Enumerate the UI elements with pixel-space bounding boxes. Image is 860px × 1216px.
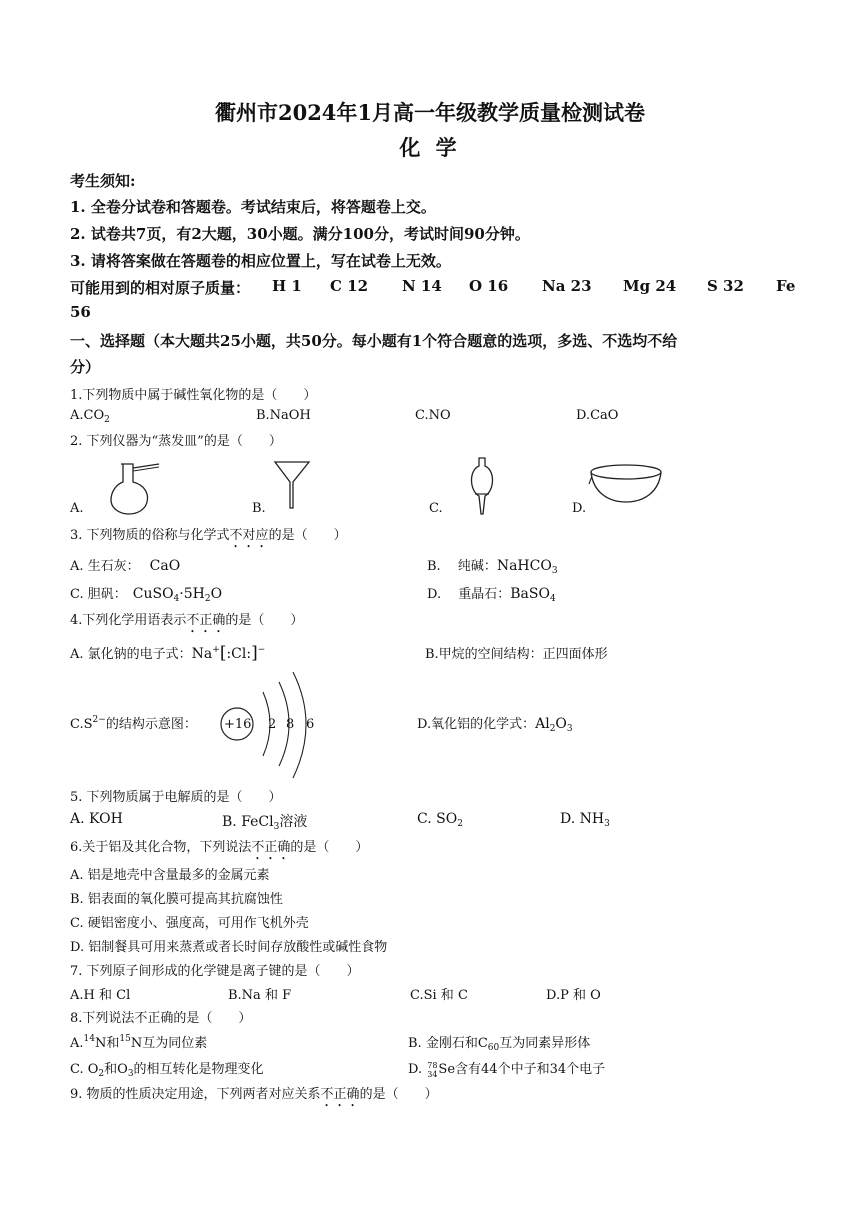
q7-stem: 7. 下列原子间形成的化学键是离子键的是（ ） <box>70 964 360 979</box>
q6-option-d: D. 铝制餐具可用来蒸煮或者长时间存放酸性或碱性食物 <box>70 940 388 955</box>
q8-option-d: D. 78 34 Se含有44个中子和34个电子 <box>408 1060 606 1079</box>
q5-stem: 5. 下列物质属于电解质的是（ ） <box>70 790 282 805</box>
shell-3-electrons: 6 <box>306 717 315 732</box>
separatory-funnel-icon <box>463 456 503 516</box>
notice-heading: 考生须知: <box>70 172 136 190</box>
q4-option-d: D.氧化铝的化学式：$Al_2O_3$ <box>417 716 573 734</box>
q5-option-b: B. FeCl$_3$溶液 <box>222 814 308 832</box>
q7-option-a: A.H 和 Cl <box>70 988 131 1003</box>
atomic-mass-c: C 12 <box>330 277 369 295</box>
q3-option-c: C. 胆矾： $CuSO_4\cdot 5H_2O$ <box>70 586 223 604</box>
q6-option-b: B. 铝表面的氧化膜可提高其抗腐蚀性 <box>70 892 283 907</box>
flask-icon <box>105 460 165 516</box>
atomic-mass-h: H 1 <box>272 277 302 295</box>
q6-option-a: A. 铝是地壳中含量最多的金属元素 <box>70 868 270 883</box>
q3-option-b: B. 纯碱：NaHCO$_3$ <box>427 558 558 576</box>
evaporating-dish-icon <box>588 462 664 506</box>
q5-option-d: D. $NH_3$ <box>560 811 610 829</box>
q1-option-c: C.NO <box>415 408 451 423</box>
q3-stem: 3. 下列物质的俗称与化学式不对应的是（ ） <box>70 528 347 543</box>
q7-option-c: C.Si 和 C <box>410 988 468 1003</box>
q2-option-c: C. <box>429 501 443 516</box>
q2-option-d: D. <box>572 501 587 516</box>
q4-option-a: A. 氯化钠的电子式：Na+[:Cl:]− <box>70 643 266 663</box>
q6-option-c: C. 硬铝密度小、强度高，可用作飞机外壳 <box>70 916 309 931</box>
q8-option-a: A.$^{14}$N和$^{15}$N互为同位素 <box>70 1034 208 1051</box>
q4-option-b: B.甲烷的空间结构：正四面体形 <box>425 647 608 662</box>
q2-stem: 2. 下列仪器为“蒸发皿”的是（ ） <box>70 434 282 449</box>
notice-item-2: 2. 试卷共7页，有2大题，30小题。满分100分，考试时间90分钟。 <box>70 225 530 243</box>
q8-stem: 8.下列说法不正确的是（ ） <box>70 1011 252 1026</box>
q5-option-c: C. $SO_2$ <box>417 811 463 829</box>
q6-stem: 6.关于铝及其化合物，下列说法不正确的是（ ） <box>70 840 369 855</box>
section-heading-line2: 分） <box>70 358 101 376</box>
atomic-mass-mg: Mg 24 <box>623 277 677 295</box>
q1-option-b: B.NaOH <box>256 408 311 423</box>
q3-option-d: D. 重晶石：BaSO$_4$ <box>427 586 556 604</box>
shell-1-electrons: 2 <box>268 717 277 732</box>
nucleus-charge: +16 <box>224 717 252 732</box>
q4-option-c: $C.S^{2-}$的结构示意图： <box>70 715 197 732</box>
atomic-mass-s: S 32 <box>707 277 744 295</box>
q1-option-a: $A.CO_2$ <box>70 408 110 425</box>
exam-title: 衢州市2024年1月高一年级教学质量检测试卷 <box>214 100 646 125</box>
atomic-mass-o: O 16 <box>469 277 509 295</box>
atomic-mass-n: N 14 <box>402 277 442 295</box>
section-heading-line1: 一、选择题（本大题共25小题，共50分。每小题有1个符合题意的选项，多选、不选均不给 <box>70 332 678 350</box>
q2-option-a: A. <box>70 501 84 516</box>
q1-stem: 1.下列物质中属于碱性氧化物的是（ ） <box>70 388 317 403</box>
subject-title: 化 学 <box>399 135 461 160</box>
atomic-mass-label: 可能用到的相对原子质量： <box>70 279 251 297</box>
funnel-icon <box>272 460 312 510</box>
q8-option-c: C. $O_2$和$O_3$的相互转化是物理变化 <box>70 1062 264 1079</box>
q2-option-b: B. <box>252 501 266 516</box>
q5-option-a: A. KOH <box>70 811 123 827</box>
q4-stem: 4.下列化学用语表示不正确的是（ ） <box>70 613 304 628</box>
q7-option-b: B.Na 和 F <box>228 988 292 1003</box>
notice-item-3: 3. 请将答案做在答题卷的相应位置上，写在试卷上无效。 <box>70 252 451 270</box>
shell-2-electrons: 8 <box>286 717 295 732</box>
q1-option-d: D.CaO <box>576 408 619 423</box>
q7-option-d: D.P 和 O <box>546 988 601 1003</box>
q9-stem: 9. 物质的性质决定用途，下列两者对应关系不正确的是（ ） <box>70 1087 438 1102</box>
q8-option-b: B. 金刚石和$C_{60}$互为同素异形体 <box>408 1036 591 1053</box>
atomic-mass-fe: Fe <box>776 277 796 295</box>
atomic-mass-na: Na 23 <box>542 277 592 295</box>
q3-option-a: A. 生石灰： CaO <box>70 558 181 574</box>
notice-item-1: 1. 全卷分试卷和答题卷。考试结束后，将答题卷上交。 <box>70 198 436 216</box>
atomic-mass-fe-value: 56 <box>70 303 91 321</box>
